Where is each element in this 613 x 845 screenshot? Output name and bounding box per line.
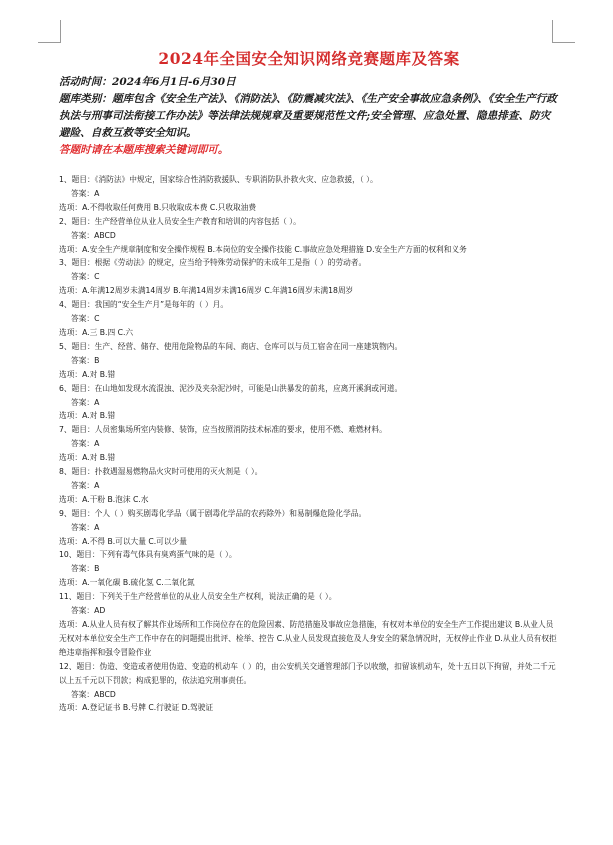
options-text: 选项：A.从业人员有权了解其作业场所和工作岗位存在的危险因素、防范措施及事故应急措施，有权对本单位的安全生产工作提出建议 B.从业人员无权对本单位安全生产工作中存在的问题提出批评、检举、控告 C.从业人员发现直接危及人身安全的紧急情况时，无权停止作业 D.从业人员有权拒绝违章指挥和强令冒险作业 <box>59 620 557 657</box>
question-item <box>59 256 559 298</box>
options-text: 选项：A.干粉 B.泡沫 C.水 <box>59 494 149 504</box>
crop-mark-top-left <box>38 20 61 43</box>
question-item <box>59 340 559 382</box>
options-text: 选项：A.对 B.错 <box>59 453 116 463</box>
question-category: 题库类别：题库包含《安全生产法》、《消防法》、《防震减灾法》、《生产安全事故应急条例》、《安全生产行政执法与刑事司法衔接工作办法》等法律法规规章及重要规范性文件;安全管理、应急处置、隐患排查、防灾避险、自救互救等安全知识。 <box>59 93 557 139</box>
options-text: 选项：A.不得 B.可以大量 C.可以少量 <box>59 536 187 546</box>
question-text: 5、题目：生产、经营、储存、使用危险物品的车间、商店、仓库可以与员工宿舍在同一座建筑物内。 <box>59 341 403 351</box>
options-text: 选项：A.年满12周岁未满14周岁 B.年满14周岁未满16周岁 C.年满16周岁未满18周岁 <box>59 286 354 296</box>
question-item <box>59 590 559 660</box>
answer-text: 答案：B <box>71 564 100 574</box>
answer-text: 答案：A <box>71 397 100 407</box>
question-list <box>59 173 559 715</box>
question-text: 3、题目：根据《劳动法》的规定，应当给予特殊劳动保护的未成年工是指（ ）的劳动者。 <box>59 258 367 268</box>
options-text: 选项：A.三 B.四 C.六 <box>59 327 134 337</box>
options-text: 选项：A.安全生产规章制度和安全操作规程 B.本岗位的安全操作技能 C.事故应急处理措施 D.安全生产方面的权利和义务 <box>59 244 467 254</box>
question-text: 6、题目：在山地如发现水流混浊、泥沙及夹杂泥沙时，可能是山洪暴发的前兆，应离开溪涧或河道。 <box>59 383 403 393</box>
question-item <box>59 548 559 590</box>
document-page <box>59 48 559 715</box>
question-text: 11、题目：下列关于生产经营单位的从业人员安全生产权利，说法正确的是（ ）。 <box>59 592 337 602</box>
question-item <box>59 660 559 716</box>
crop-mark-top-right <box>552 20 575 43</box>
answer-text: 答案：ABCD <box>71 689 116 699</box>
answer-text: 答案：C <box>71 314 100 324</box>
answer-text: 答案：A <box>71 188 100 198</box>
question-item <box>59 382 559 424</box>
question-text: 4、题目：我国的“安全生产月”是每年的（ ）月。 <box>59 300 229 310</box>
answer-text: 答案：A <box>71 522 100 532</box>
question-item <box>59 298 559 340</box>
answer-text: 答案：ABCD <box>71 230 116 240</box>
options-text: 选项：A.不得收取任何费用 B.只收取成本费 C.只收取油费 <box>59 202 257 212</box>
question-text: 12、题目：伪造、变造或者使用伪造、变造的机动车（ ）的，由公安机关交通管理部门予以收缴，扣留该机动车，处十五日以下拘留，并处二千元以上五千元以下罚款；构成犯罪的，依法追究刑事责任。 <box>59 661 556 685</box>
activity-time: 活动时间：2024年6月1日-6月30日 <box>59 76 236 88</box>
answer-text: 答案：A <box>71 480 100 490</box>
options-text: 选项：A.对 B.错 <box>59 411 116 421</box>
document-meta <box>59 74 559 159</box>
question-text: 7、题目：人员密集场所室内装修、装饰，应当按照消防技术标准的要求，使用不燃、难燃材料。 <box>59 425 387 435</box>
options-text: 选项：A.对 B.错 <box>59 369 116 379</box>
answer-text: 答案：AD <box>71 606 106 616</box>
answer-text: 答案：B <box>71 355 100 365</box>
question-item <box>59 465 559 507</box>
document-title: 2024年全国安全知识网络竞赛题库及答案 <box>158 49 460 68</box>
question-item <box>59 215 559 257</box>
question-text: 9、题目：个人（ ）购买剧毒化学品（属于剧毒化学品的农药除外）和易制爆危险化学品。 <box>59 508 367 518</box>
options-text: 选项：A.一氧化碳 B.硫化氢 C.二氧化氮 <box>59 578 195 588</box>
question-text: 10、题目：下列有毒气体具有臭鸡蛋气味的是（ ）。 <box>59 550 237 560</box>
question-text: 2、题目：生产经营单位从业人员安全生产教育和培训的内容包括（ ）。 <box>59 216 301 226</box>
options-text: 选项：A.登记证书 B.号牌 C.行驶证 D.驾驶证 <box>59 703 214 713</box>
search-notice: 答题时请在本题库搜索关键词即可。 <box>59 144 229 156</box>
question-text: 8、题目：扑救遇湿易燃物品火灾时可使用的灭火剂是（ ）。 <box>59 467 263 477</box>
question-item <box>59 507 559 549</box>
question-item <box>59 423 559 465</box>
question-text: 1、题目：《消防法》中规定，国家综合性消防救援队、专职消防队扑救火灾、应急救援，（ ）。 <box>59 175 378 184</box>
question-item <box>59 173 559 215</box>
answer-text: 答案：A <box>71 439 100 449</box>
answer-text: 答案：C <box>71 272 100 282</box>
